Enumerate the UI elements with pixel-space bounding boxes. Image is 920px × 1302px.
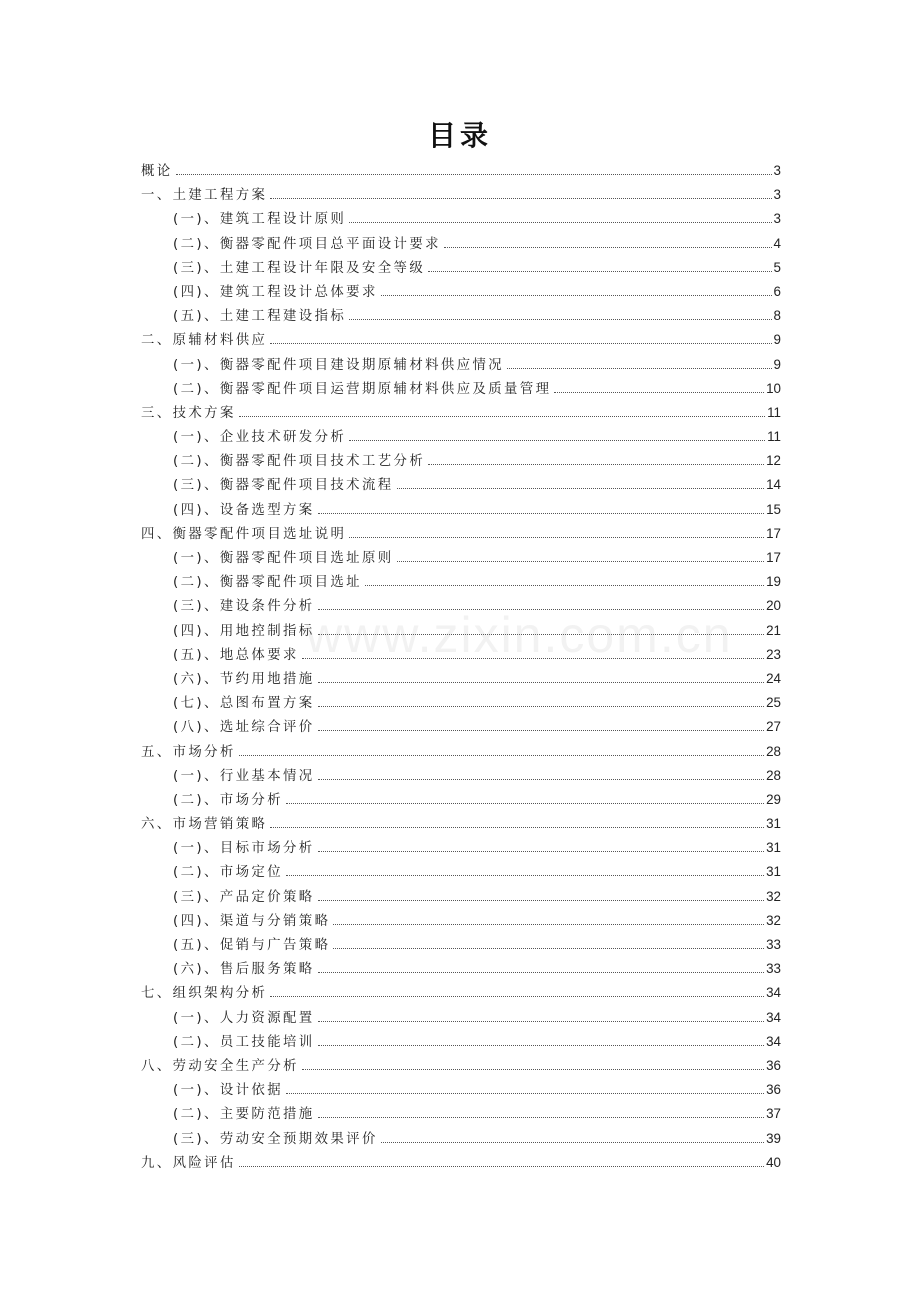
toc-dot-leader (318, 705, 765, 707)
toc-page-number: 19 (766, 574, 781, 590)
toc-entry-label: 二、原辅材料供应 (141, 333, 268, 349)
toc-dot-leader (318, 1044, 765, 1046)
toc-page-number: 6 (773, 283, 781, 299)
toc-dot-leader (428, 463, 764, 465)
toc-page-number: 32 (766, 912, 781, 928)
toc-entry-label: (二)、衡器零配件项目总平面设计要求 (173, 236, 441, 252)
toc-entry-label: (二)、市场定位 (173, 865, 283, 881)
toc-entry-label: (二)、衡器零配件项目技术工艺分析 (173, 454, 426, 470)
toc-entry-label: (一)、建筑工程设计原则 (173, 212, 347, 228)
toc-page-number: 25 (766, 695, 781, 711)
toc-subsection-entry[interactable] (141, 668, 781, 692)
toc-page-number: 37 (766, 1106, 781, 1122)
toc-subsection-entry[interactable] (141, 958, 781, 982)
toc-section-entry[interactable] (141, 402, 781, 426)
toc-dot-leader (444, 246, 772, 248)
toc-page-number: 11 (767, 429, 781, 445)
toc-dot-leader (176, 173, 772, 175)
toc-dot-leader (302, 657, 764, 659)
toc-entry-label: (一)、衡器零配件项目选址原则 (173, 551, 394, 566)
toc-page-number: 24 (766, 670, 781, 686)
toc-subsection-entry[interactable] (141, 547, 781, 571)
toc-dot-leader (286, 874, 764, 876)
toc-entry-label: (二)、主要防范措施 (173, 1107, 315, 1123)
toc-subsection-entry[interactable] (141, 354, 781, 378)
toc-section-entry[interactable] (141, 813, 781, 837)
toc-page-number: 34 (766, 985, 781, 1001)
toc-subsection-entry[interactable] (141, 1031, 781, 1055)
toc-subsection-entry[interactable] (141, 1007, 781, 1031)
toc-page-number: 28 (766, 743, 781, 759)
toc-page-number: 39 (766, 1130, 781, 1146)
toc-entry-label: (五)、土建工程建设指标 (173, 309, 347, 325)
toc-section-entry[interactable] (141, 1055, 781, 1079)
toc-subsection-entry[interactable] (141, 208, 781, 232)
toc-page-number: 40 (766, 1154, 781, 1170)
toc-page-number: 15 (766, 501, 781, 517)
toc-dot-leader (397, 560, 765, 562)
toc-subsection-entry[interactable] (141, 499, 781, 523)
toc-page-number: 23 (766, 646, 781, 662)
toc-dot-leader (270, 826, 764, 828)
toc-subsection-entry[interactable] (141, 861, 781, 885)
toc-dot-leader (270, 342, 771, 344)
toc-page-number: 3 (773, 163, 781, 178)
toc-dot-leader (318, 1116, 765, 1118)
toc-page-number: 31 (766, 816, 781, 832)
toc-entry-label: (三)、土建工程设计年限及安全等级 (173, 260, 426, 276)
toc-subsection-entry[interactable] (141, 474, 781, 498)
toc-subsection-entry[interactable] (141, 426, 781, 450)
toc-entry-label: (三)、建设条件分析 (173, 599, 315, 615)
toc-page-number: 12 (766, 453, 781, 469)
toc-page-number: 3 (773, 187, 781, 203)
toc-dot-leader (318, 1020, 765, 1022)
toc-subsection-entry[interactable] (141, 1128, 781, 1152)
toc-entry-label: (四)、渠道与分销策略 (173, 913, 331, 929)
toc-entry-label: (七)、总图布置方案 (173, 696, 315, 712)
toc-page-number: 33 (766, 961, 781, 977)
toc-page-number: 4 (773, 235, 781, 251)
toc-dot-leader (397, 487, 765, 489)
toc-dot-leader (318, 971, 765, 973)
toc-dot-leader (318, 681, 765, 683)
toc-page-number: 17 (766, 550, 781, 565)
toc-page-number: 3 (773, 211, 781, 227)
toc-subsection-entry[interactable] (141, 765, 781, 789)
toc-dot-leader (318, 899, 765, 901)
toc-page-number: 28 (766, 767, 781, 783)
toc-section-entry[interactable] (141, 184, 781, 208)
toc-dot-leader (349, 318, 771, 320)
toc-page-number: 33 (766, 937, 781, 952)
toc-entry-label: (三)、劳动安全预期效果评价 (173, 1131, 378, 1147)
toc-section-entry[interactable] (141, 741, 781, 765)
toc-subsection-entry[interactable] (141, 1103, 781, 1127)
toc-entry-label: (三)、产品定价策略 (173, 889, 315, 905)
toc-page-number: 14 (766, 477, 781, 493)
toc-entry-label: 九、风险评估 (141, 1155, 236, 1171)
toc-dot-leader (349, 439, 765, 441)
toc-section-entry[interactable] (141, 523, 781, 547)
watermark: www.zixin.com.cn (306, 607, 733, 663)
toc-entry-label: 七、组织架构分析 (141, 986, 268, 1002)
toc-dot-leader (286, 1092, 764, 1094)
toc-entry-label: 六、市场营销策略 (141, 817, 268, 833)
page-title: 目录 (427, 119, 492, 152)
toc-page-number: 34 (766, 1033, 781, 1049)
toc-page-number: 21 (766, 622, 781, 638)
toc-subsection-entry[interactable] (141, 1079, 781, 1103)
toc-entry-label: (一)、设计依据 (173, 1083, 283, 1099)
toc-entry-label: (一)、行业基本情况 (173, 768, 315, 784)
toc-entry-label: (一)、企业技术研发分析 (173, 430, 347, 446)
toc-subsection-entry[interactable] (141, 692, 781, 716)
table-of-contents (141, 160, 781, 1176)
toc-section-entry[interactable] (141, 982, 781, 1006)
toc-entry-label: 四、衡器零配件项目选址说明 (141, 526, 347, 542)
toc-entry-label: 八、劳动安全生产分析 (141, 1058, 299, 1074)
toc-subsection-entry[interactable] (141, 910, 781, 934)
toc-subsection-entry[interactable] (141, 281, 781, 305)
toc-page-number: 31 (766, 840, 781, 856)
toc-dot-leader (270, 197, 771, 199)
toc-entry-label: (二)、市场分析 (173, 792, 283, 808)
toc-dot-leader (333, 947, 764, 949)
toc-section-entry[interactable] (141, 1152, 781, 1176)
toc-dot-leader (286, 802, 764, 804)
toc-entry-label: (四)、用地控制指标 (173, 623, 315, 639)
toc-dot-leader (428, 270, 771, 272)
toc-dot-leader (318, 850, 765, 852)
toc-dot-leader (239, 415, 765, 417)
toc-subsection-entry[interactable] (141, 233, 781, 257)
toc-entry-label: 三、技术方案 (141, 405, 236, 421)
toc-subsection-entry[interactable] (141, 886, 781, 910)
toc-entry-label: 概论 (141, 164, 173, 179)
toc-subsection-entry[interactable] (141, 378, 781, 402)
toc-page-number: 8 (773, 308, 781, 324)
toc-dot-leader (318, 778, 765, 780)
toc-dot-leader (554, 391, 764, 393)
toc-entry-label: (一)、目标市场分析 (173, 841, 315, 857)
toc-page-number: 9 (773, 332, 781, 348)
toc-page-number: 17 (766, 525, 781, 541)
toc-subsection-entry[interactable] (141, 789, 781, 813)
toc-dot-leader (318, 608, 765, 610)
toc-entry-label: 一、土建工程方案 (141, 188, 268, 204)
toc-entry-label: (五)、地总体要求 (173, 647, 299, 663)
toc-subsection-entry[interactable] (141, 620, 781, 644)
toc-dot-leader (239, 754, 764, 756)
toc-dot-leader (349, 221, 771, 223)
toc-dot-leader (318, 633, 765, 635)
toc-entry-label: (四)、设备选型方案 (173, 502, 315, 518)
toc-page-number: 9 (773, 356, 781, 372)
toc-dot-leader (318, 512, 765, 514)
toc-entry-label: (二)、衡器零配件项目运营期原辅材料供应及质量管理 (173, 381, 552, 397)
toc-entry-label: (三)、衡器零配件项目技术流程 (173, 478, 394, 494)
toc-entry-label: (一)、人力资源配置 (173, 1010, 315, 1026)
toc-page-number: 36 (766, 1082, 781, 1098)
toc-subsection-entry[interactable] (141, 450, 781, 474)
toc-page-number: 31 (766, 864, 781, 880)
toc-entry-label: (二)、员工技能培训 (173, 1034, 315, 1050)
toc-subsection-entry[interactable] (141, 837, 781, 861)
toc-dot-leader (333, 923, 764, 925)
toc-entry-label: (一)、衡器零配件项目建设期原辅材料供应情况 (173, 357, 505, 373)
toc-page-number: 11 (767, 404, 781, 420)
toc-dot-leader (507, 367, 771, 369)
toc-subsection-entry[interactable] (141, 257, 781, 281)
toc-page-number: 32 (766, 888, 781, 904)
toc-entry-label: (四)、建筑工程设计总体要求 (173, 284, 378, 300)
toc-entry-label: (六)、售后服务策略 (173, 962, 315, 978)
toc-entry-label: 五、市场分析 (141, 744, 236, 760)
toc-subsection-entry[interactable] (141, 716, 781, 740)
toc-subsection-entry[interactable] (141, 305, 781, 329)
toc-dot-leader (239, 1165, 764, 1167)
toc-dot-leader (349, 536, 764, 538)
toc-dot-leader (318, 729, 765, 731)
toc-page-number: 36 (766, 1057, 781, 1073)
toc-page-number: 5 (773, 259, 781, 275)
toc-dot-leader (365, 584, 764, 586)
toc-section-entry[interactable] (141, 329, 781, 353)
toc-dot-leader (302, 1068, 764, 1070)
toc-dot-leader (270, 995, 764, 997)
toc-subsection-entry[interactable] (141, 571, 781, 595)
toc-subsection-entry[interactable] (141, 934, 781, 958)
toc-subsection-entry[interactable] (141, 644, 781, 668)
toc-entry-label: (二)、衡器零配件项目选址 (173, 575, 362, 591)
toc-section-entry[interactable] (141, 160, 781, 184)
toc-dot-leader (381, 294, 772, 296)
toc-page-number: 20 (766, 598, 781, 614)
toc-page-number: 29 (766, 791, 781, 807)
toc-entry-label: (五)、促销与广告策略 (173, 938, 331, 953)
toc-dot-leader (381, 1141, 764, 1143)
toc-entry-label: (六)、节约用地措施 (173, 671, 315, 687)
toc-entry-label: (八)、选址综合评价 (173, 720, 315, 736)
toc-page-number: 34 (766, 1009, 781, 1025)
toc-page-number: 10 (766, 380, 781, 396)
toc-page-number: 27 (766, 719, 781, 735)
toc-subsection-entry[interactable] (141, 595, 781, 619)
